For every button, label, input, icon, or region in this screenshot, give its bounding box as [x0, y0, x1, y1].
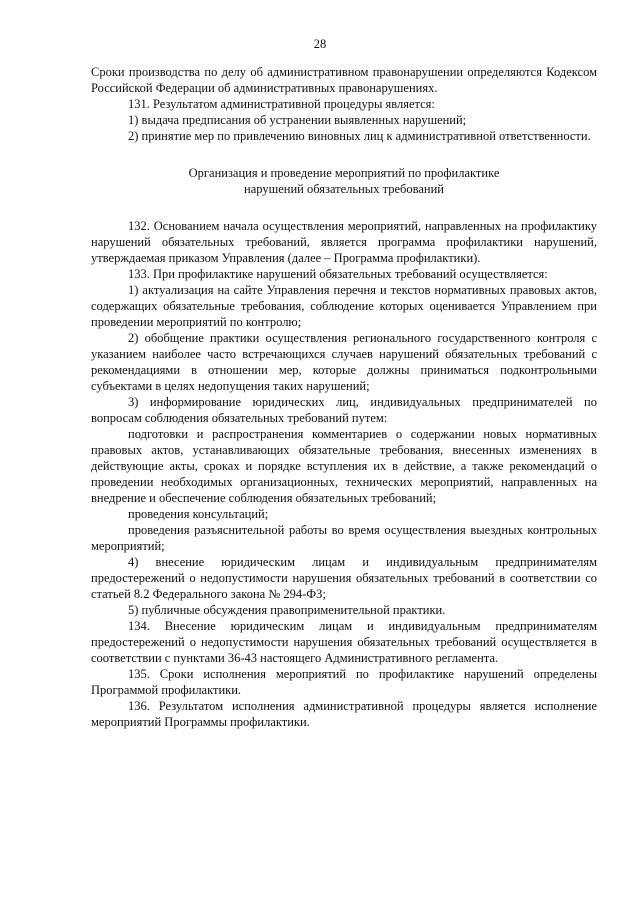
document-body [91, 64, 597, 730]
paragraph: 2) принятие мер по привлечению виновных лиц к административной ответственности. [128, 129, 591, 143]
section-heading-line: нарушений обязательных требований [244, 182, 444, 196]
paragraph: 135. Сроки исполнения мероприятий по профилактике нарушений определены Программой профилактики. [91, 667, 597, 697]
paragraph: 2) обобщение практики осуществления регионального государственного контроля с указанием наиболее часто встречающихся случаев нарушений обязательных требований с рекомендациями в отношении мер, которые должны приниматься подконтрольными субъектами в целях недопущения таких нарушений; [91, 331, 597, 393]
paragraph: 5) публичные обсуждения правоприменительной практики. [128, 603, 446, 617]
spacer [91, 197, 597, 218]
paragraph: 4) внесение юридическим лицам и индивидуальным предпринимателям предостережений о недопустимости нарушения обязательных требований в соответствии со статьей 8.2 Федерального закона № 294-ФЗ; [91, 555, 597, 601]
page-number: 28 [313, 37, 327, 51]
paragraph: подготовки и распространения комментариев о содержании новых нормативных правовых актов, устанавливающих обязательные требования, внесенных изменениях в действующие акты, сроках и порядке вступления их в действие, а также рекомендаций о проведении необходимых организационных, технических мероприятий, направленных на внедрение и обеспечение соблюдения обязательных требований; [91, 427, 597, 505]
paragraph: 1) выдача предписания об устранении выявленных нарушений; [128, 113, 467, 127]
section-heading-line: Организация и проведение мероприятий по профилактике [188, 166, 500, 180]
paragraph: 132. Основанием начала осуществления мероприятий, направленных на профилактику нарушений обязательных требований, является программа профилактики нарушений, утверждаемая приказом Управления (далее – Программа профилактики). [91, 219, 597, 265]
paragraph: 131. Результатом административной процедуры является: [128, 97, 435, 111]
spacer [91, 144, 597, 165]
paragraph: 1) актуализация на сайте Управления перечня и текстов нормативных правовых актов, содержащих обязательные требования, соблюдение которых оценивается Управлением при проведении мероприятий по контролю; [91, 283, 597, 329]
paragraph: проведения разъяснительной работы во время осуществления выездных контрольных мероприятий; [91, 523, 597, 553]
paragraph: 133. При профилактике нарушений обязательных требований осуществляется: [128, 267, 548, 281]
paragraph: 3) информирование юридических лиц, индивидуальных предпринимателей по вопросам соблюдения обязательных требований путем: [91, 395, 597, 425]
paragraph: проведения консультаций; [128, 507, 269, 521]
paragraph: 134. Внесение юридическим лицам и индивидуальным предпринимателям предостережений о недопустимости нарушения обязательных требований осуществляется в соответствии с пунктами 36-43 настоящего Административного регламента. [91, 619, 597, 665]
paragraph: Сроки производства по делу об административном правонарушении определяются Кодексом Российской Федерации об административных правонарушениях. [91, 65, 597, 95]
paragraph: 136. Результатом исполнения административной процедуры является исполнение мероприятий Программы профилактики. [91, 699, 597, 729]
